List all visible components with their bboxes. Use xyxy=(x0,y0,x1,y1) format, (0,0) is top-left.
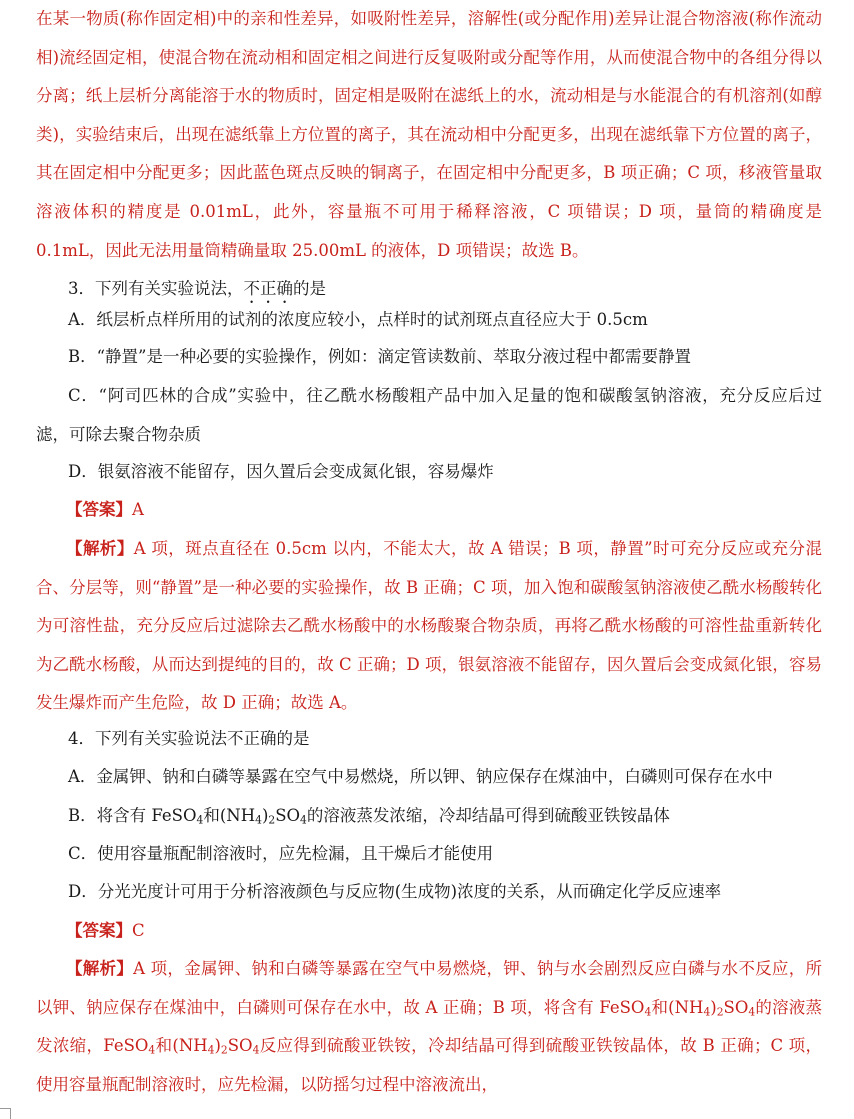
intro-analysis-paragraph: 在某一物质(称作固定相)中的亲和性差异，如吸附性差异，溶解性(或分配作用)差异让混合物溶液(称作流动相)流经固定相，使混合物在流动相和固定相之间进行反复吸附或分配等作用，从而使混合物中的各组分得以分离；纸上层析分离能溶于水的物质时，固定相是吸附在滤纸上的水，流动相是与水能混合的有机溶剂(如醇类)，实验结束后，出现在滤纸靠上方位置的离子，其在流动相中分配更多，出现在滤纸靠下方位置的离子，其在固定相中分配更多；因此蓝色斑点反映的铜离子，在固定相中分配更多，B 项正确；C 项，移液管量取溶液体积的精度是 0.01mL，此外，容量瓶不可用于稀释溶液，C 项错误；D 项，量筒的精确度是 0.1mL，因此无法用量筒精确量取 25.00mL 的液体，D 项错误；故选 B。 xyxy=(36,9,822,260)
q4-option-b: B．将含有 FeSO$_4$和$(NH_4)_2SO_4$的溶液蒸发浓缩，冷却结晶可得到硫酸亚铁铵晶体 xyxy=(68,806,670,827)
q3-analysis xyxy=(36,530,822,723)
q3-option-d: D．银氨溶液不能留存，因久置后会变成氮化银，容易爆炸 xyxy=(68,462,494,481)
q4-analysis: 【解析】A 项，金属钾、钠和白磷等暴露在空气中易燃烧，钾、钠与水会剧烈反应白磷与水不反应，所以钾、钠应保存在煤油中，白磷则可保存在水中，故 A 正确；B 项，将含有 FeSO$_4$和$(NH_4)_2SO_4$的溶液蒸发浓缩，FeSO$_4$和$(NH_4)_2SO_4$反应得到硫酸亚铁铵，冷却结晶可得到硫酸亚铁铵晶体，故 B 正确；C 项，使用容量瓶配制溶液时，应先检漏，以防摇匀过程中溶液流出， xyxy=(36,959,822,1094)
q4-option-d: D．分光光度计可用于分析溶液颜色与反应物(生成物)浓度的关系，从而确定化学反应速率 xyxy=(68,882,722,901)
q3-answer-value: A xyxy=(132,500,144,519)
q4-answer-label: 【答案】 xyxy=(66,921,132,940)
page-corner-mark xyxy=(0,1108,11,1119)
q3-answer xyxy=(36,491,822,530)
q3-analysis-label: 【解析】 xyxy=(66,539,134,558)
q4-answer xyxy=(36,912,822,951)
q3-option-b: B．“静置”是一种必要的实验操作，例如：滴定管读数前、萃取分液过程中都需要静置 xyxy=(68,347,691,366)
q3-option-c: C．“阿司匹林的合成”实验中，往乙酰水杨酸粗产品中加入足量的饱和碳酸氢钠溶液，充分反应后过滤，可除去聚合物杂质 xyxy=(36,386,822,444)
q3-stem-suffix: 的是 xyxy=(293,279,326,298)
q4-option-a: A．金属钾、钠和白磷等暴露在空气中易燃烧，所以钾、钠应保存在煤油中，白磷则可保存在水中 xyxy=(68,767,773,786)
q4-analysis-label: 【解析】 xyxy=(66,959,134,978)
q3-stem-emphasis: 不正确 xyxy=(243,279,293,298)
q4-answer-value: C xyxy=(132,921,145,940)
q3-answer-label: 【答案】 xyxy=(66,500,132,519)
q4-stem: 4．下列有关实验说法不正确的是 xyxy=(68,729,310,748)
q3-option-a: A．纸层析点样所用的试剂的浓度应较小，点样时的试剂斑点直径应大于 0.5cm xyxy=(68,310,648,329)
q4-option-c: C．使用容量瓶配制溶液时，应先检漏，且干燥后才能使用 xyxy=(68,844,494,863)
q3-stem-prefix: 3．下列有关实验说法， xyxy=(68,279,244,298)
q3-analysis-text: A 项，斑点直径在 0.5cm 以内，不能太大，故 A 错误；B 项，静置”时可充分反应或充分混合、分层等，则“静置”是一种必要的实验操作，故 B 正确；C 项，加入饱和碳酸氢钠溶液使乙酰水杨酸转化为可溶性盐，充分反应后过滤除去乙酰水杨酸中的水杨酸聚合物杂质，再将乙酰水杨酸的可溶性盐重新转化为乙酰水杨酸，从而达到提纯的目的，故 C 正确；D 项，银氨溶液不能留存，因久置后会变成氮化银，容易发生爆炸而产生危险，故 D 正确；故选 A。 xyxy=(36,539,822,713)
